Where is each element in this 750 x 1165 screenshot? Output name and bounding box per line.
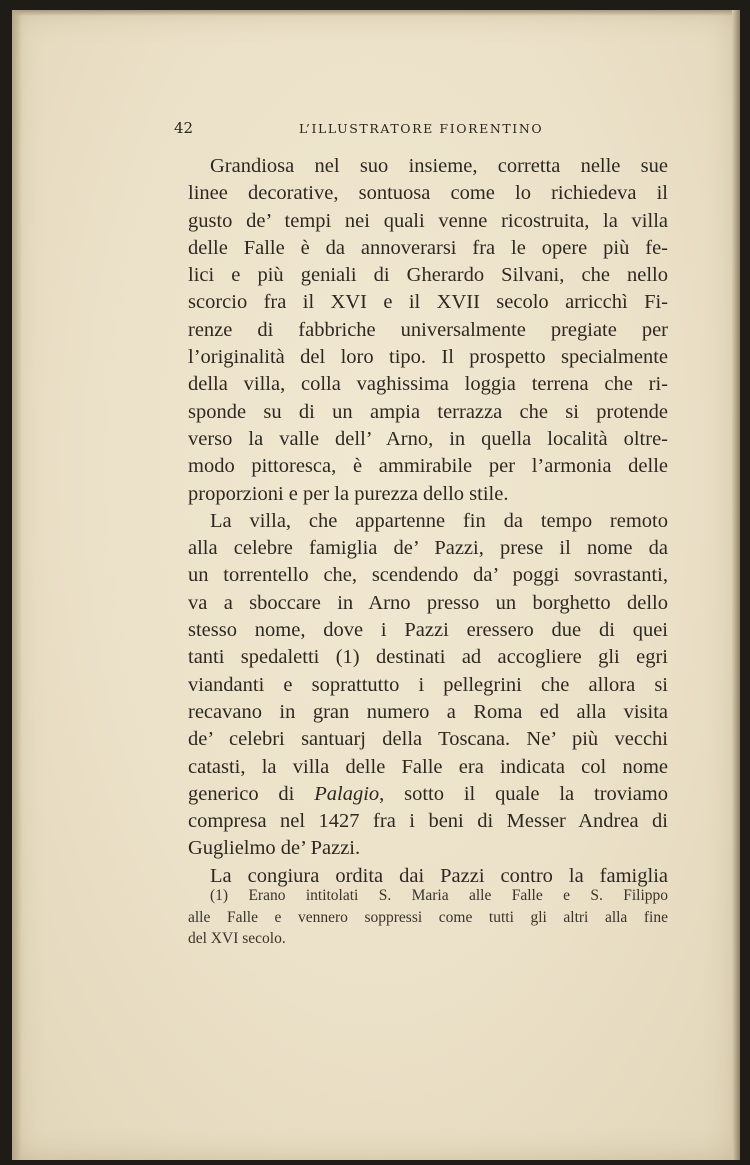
text-line: tanti spedaletti (1) destinati ad accogliere gli egri bbox=[188, 646, 668, 669]
page-header bbox=[174, 119, 664, 139]
text-line: scorcio fra il XVI e il XVII secolo arricchì Fi- bbox=[188, 291, 668, 314]
text-line: catasti, la villa delle Falle era indicata col nome bbox=[188, 755, 668, 778]
text-line: La congiura ordita dai Pazzi contro la famiglia bbox=[210, 864, 668, 887]
body-text bbox=[188, 153, 668, 890]
page-edge-left bbox=[12, 10, 22, 1160]
footnote-line: (1) Erano intitolati S. Maria alle Falle e S. Filippo bbox=[210, 887, 668, 904]
paragraph-1 bbox=[188, 153, 668, 508]
text-line: renze di fabbriche universalmente pregiate per bbox=[188, 318, 668, 341]
text-line: delle Falle è da annoverarsi fra le opere più fe- bbox=[188, 236, 668, 259]
paragraph-2 bbox=[188, 508, 668, 863]
text-line: un torrentello che, scendendo da’ poggi sovrastanti, bbox=[188, 564, 668, 587]
text-line: compresa nel 1427 fra i beni di Messer Andrea di bbox=[188, 810, 668, 833]
text-line: Grandiosa nel suo insieme, corretta nelle sue bbox=[210, 155, 668, 177]
text-fragment: generico di bbox=[188, 782, 315, 805]
text-fragment: , sotto il quale la troviamo bbox=[379, 782, 669, 805]
footnote-line: alle Falle e vennero soppressi come tutti gli altri alla fine bbox=[188, 908, 668, 926]
text-line: verso la valle dell’ Arno, in quella località oltre- bbox=[188, 427, 668, 450]
text-line: lici e più geniali di Gherardo Silvani, che nello bbox=[188, 264, 668, 287]
text-line: modo pittoresca, è ammirabile per l’armonia delle bbox=[188, 455, 668, 478]
text-line: gusto de’ tempi nei quali venne ricostruita, la villa bbox=[188, 209, 668, 232]
text-line: stesso nome, dove i Pazzi eressero due di quei bbox=[188, 619, 668, 642]
page-edge-top bbox=[12, 10, 736, 16]
footnote-line: del XVI secolo. bbox=[188, 930, 286, 947]
page-edge-right bbox=[732, 10, 740, 1160]
text-line: alla celebre famiglia de’ Pazzi, prese il nome da bbox=[188, 537, 668, 560]
italic-word: Palagio bbox=[314, 782, 380, 805]
text-line: viandanti e soprattutto i pellegrini che allora si bbox=[188, 673, 668, 696]
text-line: sponde su di un ampia terrazza che si protende bbox=[188, 400, 668, 423]
text-line: recavano in gran numero a Roma ed alla visita bbox=[188, 700, 668, 723]
running-title: L’ILLUSTRATORE FIORENTINO bbox=[299, 121, 544, 136]
text-line: va a sboccare in Arno presso un borghetto dello bbox=[188, 591, 668, 614]
page-number: 42 bbox=[174, 119, 194, 137]
text-line: l’originalità del loro tipo. Il prospetto specialmente bbox=[188, 346, 668, 369]
text-line: linee decorative, sontuosa come lo richiedeva il bbox=[188, 182, 668, 205]
footnote bbox=[188, 885, 668, 950]
text-line-with-italic bbox=[188, 781, 668, 808]
text-line: de’ celebri santuarj della Toscana. Ne’ più vecchi bbox=[188, 728, 668, 751]
text-line: La villa, che appartenne fin da tempo remoto bbox=[210, 509, 668, 532]
text-line: proporzioni e per la purezza dello stile. bbox=[188, 482, 509, 505]
text-line: della villa, colla vaghissima loggia terrena che ri- bbox=[188, 373, 668, 396]
text-line: Guglielmo de’ Pazzi. bbox=[188, 837, 361, 860]
